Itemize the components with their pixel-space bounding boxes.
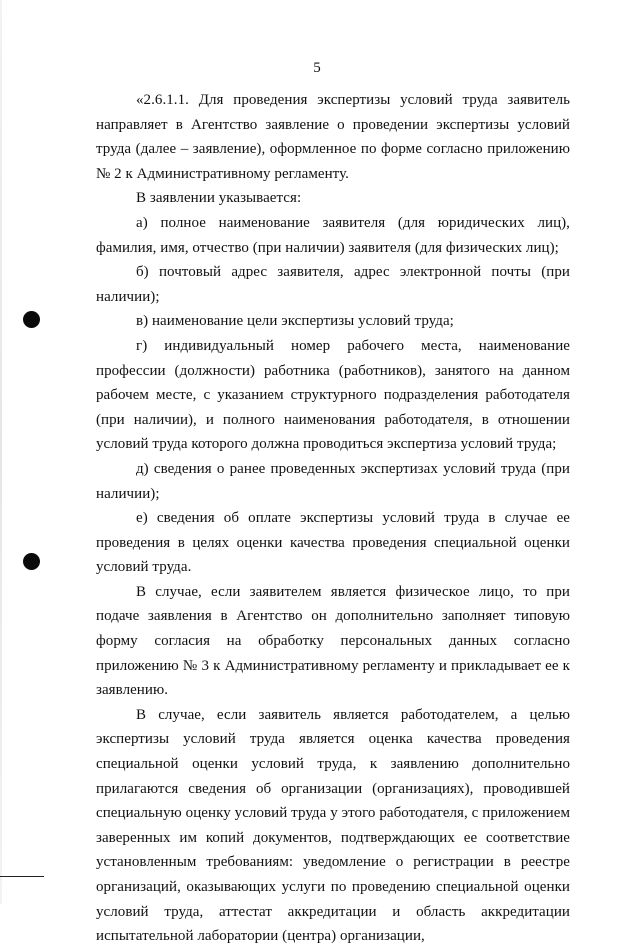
footnote-rule (0, 876, 44, 877)
paragraph-2-6-1-1: «2.6.1.1. Для проведения экспертизы условий труда заявитель направляет в Агентство заявление о проведении экспертизы условий труда (далее – заявление), оформленное по форме согласно приложению № 2 к Административному регламенту. (96, 92, 570, 182)
list-item-e: е) сведения об оплате экспертизы условий труда в случае ее проведения в целях оценки качества проведения специальной оценки условий труда. (96, 510, 570, 576)
scan-edge (0, 0, 2, 904)
paragraph-application-contents: В заявлении указывается: (136, 190, 302, 207)
list-item-b: б) почтовый адрес заявителя, адрес электронной почты (при наличии); (96, 264, 570, 305)
punch-hole-bottom (23, 553, 40, 570)
page-number: 5 (313, 60, 321, 76)
list-item-g: г) индивидуальный номер рабочего места, наименование профессии (должности) работника (работников), занятого на данном рабочем месте, с указанием структурного подразделения работодателя (при наличии), и полного наименования работодателя, в отношении условий труда которого должна проводиться экспертиза условий труда; (96, 337, 570, 453)
list-item-a: а) полное наименование заявителя (для юридических лиц), фамилия, имя, отчество (при наличии) заявителя (для физических лиц); (96, 214, 570, 256)
document-body (96, 88, 570, 949)
list-item-v: в) наименование цели экспертизы условий труда; (136, 313, 454, 330)
paragraph-employer: В случае, если заявитель является работодателем, а целью экспертизы условий труда является оценка качества проведения специальной оценки условий труда, к заявлению дополнительно прилагаются сведения об организации (организациях), проводившей специальную оценку условий труда у этого работодателя, с приложением заверенных им копий документов, подтверждающих ее соответствие установленным требованиям: уведомление о регистрации в реестре организаций, оказывающих услуги по проведению специальной оценки условий труда, аттестат аккредитации и область аккредитации испытательной лаборатории (центра) организации, (96, 706, 570, 945)
paragraph-physical-person: В случае, если заявителем является физическое лицо, то при подаче заявления в Агентство он дополнительно заполняет типовую форму согласия на обработку персональных данных согласно приложению № 3 к Административному регламенту и прикладывает ее к заявлению. (96, 583, 570, 699)
list-item-d: д) сведения о ранее проведенных экспертизах условий труда (при наличии); (96, 460, 570, 502)
punch-hole-top (23, 311, 40, 328)
